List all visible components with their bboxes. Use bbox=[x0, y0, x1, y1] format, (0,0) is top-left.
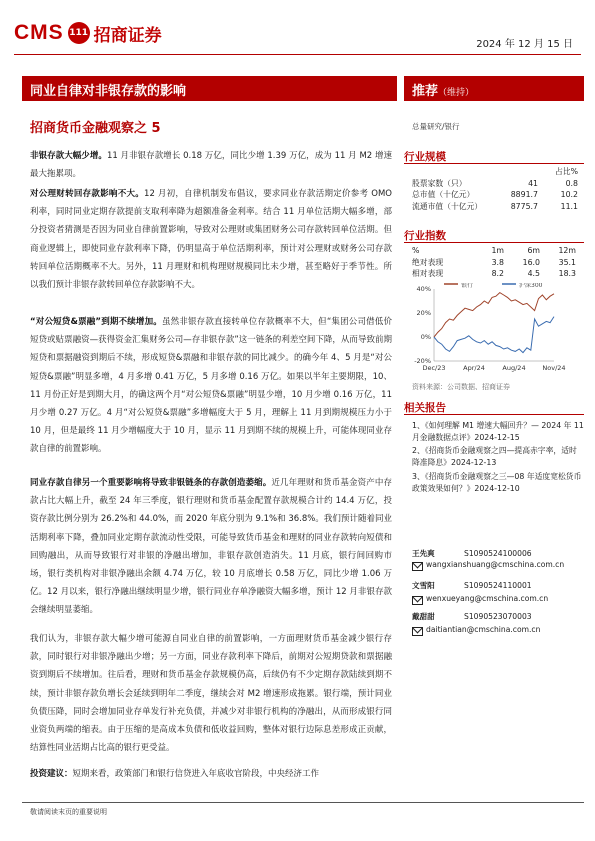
table-row: 绝对表现 3.8 16.0 35.1 bbox=[412, 257, 576, 267]
footer-note: 敬请阅读末页的重要说明 bbox=[30, 808, 107, 816]
paragraph-lead: 非银存款大幅少增。 bbox=[30, 151, 107, 161]
paragraph bbox=[30, 147, 392, 183]
paragraph-text: 虽然非银存款直接转单位存款概率不大，但“集团公司借低价短贷或贴票融资—获得资金汇集财务公司—存非银存款”这一链条的利差空间下降，从而导致前期短贷和票据融资到期后不续，形成短贷&票融和非银存款的同比减少。的确今年 4、5 月是“对公短贷&票融”明显多增，4 月多增 0.41 万亿，5 月多增 0.16 万亿。如果以半年主要期限，10、11 月份正好是到期大月，的确这两个月“对公短贷&票融”明显少增，10 月少增 0.16 万亿，11 月少增 0.27 万亿。4 月“对公短贷&票融”多增幅度大于 5 月，理解上 11 月到期规模压力小于 10 月，但是最终 11 月少增幅度大于 10 月，显示 11 月到期不续的规模上升，可能体现同业存款自律的前置影响。 bbox=[30, 317, 392, 455]
table-header-row: % 1m 6m 12m bbox=[412, 246, 576, 256]
performance-chart bbox=[404, 283, 582, 383]
paragraph bbox=[30, 185, 392, 294]
analyst-row bbox=[412, 611, 532, 622]
related-reports-heading bbox=[404, 396, 584, 415]
paragraph bbox=[30, 765, 392, 783]
y-tick-label: 40% bbox=[416, 285, 431, 293]
mail-icon bbox=[412, 596, 423, 605]
paragraph-text: 12 月初，自律机制发布倡议，要求同业存款活期定价参考 OMO 利率，同时同业定期存款提前支取利率降为超额准备金利率。结合 11 月单位活期大幅多增，部分投资者猜测是否因为同业自律前置影响，导致对公理财或集团财务公司存款转回单位活期。但商业逻辑上，即使同业存款利率下降，仍明显高于单位活期利率，预计对公理财或财务公司存款转回单位活期概率不大。另外，11 月理财和机构理财规模同比未少增，甚至略好于季节性。所以我们预计非银存款转回单位存款影响不大。 bbox=[30, 189, 392, 291]
related-report-link[interactable]: 3、《招商货币金融观察之三—08 年适度宽松货币政策效果如何？》2024-12-10 bbox=[412, 471, 582, 493]
analyst-name: 文雪阳 bbox=[412, 581, 435, 590]
rating-sub: （维持） bbox=[438, 88, 475, 98]
rating bbox=[412, 80, 474, 99]
related-report-link[interactable]: 2、《招商货币金融观察之四—提高赤字率，适时降准降息》2024-12-13 bbox=[412, 446, 577, 468]
related-reports-title: 相关报告 bbox=[404, 402, 446, 414]
industry-scale-title: 行业规模 bbox=[404, 151, 446, 163]
series-line bbox=[434, 317, 554, 353]
analyst-name: 戴甜甜 bbox=[412, 612, 435, 621]
analyst-id: S1090523070003 bbox=[464, 612, 532, 621]
analyst-email[interactable]: wenxueyang@cmschina.com.cn bbox=[426, 594, 549, 603]
logo-cms-text: CMS bbox=[14, 21, 64, 44]
analyst-row bbox=[412, 580, 532, 591]
industry-index-title: 行业指数 bbox=[404, 230, 446, 242]
table-row: 流通市值（十亿元） 8775.7 11.1 bbox=[412, 201, 578, 211]
report-title: 同业自律对非银存款的影响 bbox=[30, 84, 187, 99]
company-logo bbox=[14, 22, 162, 44]
report-date: 2024 年 12 月 15 日 bbox=[476, 39, 573, 50]
rating-label: 推荐 bbox=[412, 84, 439, 99]
mail-icon bbox=[412, 562, 423, 571]
mail-icon bbox=[412, 627, 423, 636]
paragraph-text: 短期来看，政策部门和银行信贷进入年底收官阶段，中央经济工作 bbox=[72, 769, 320, 779]
analyst-id: S1090524100006 bbox=[464, 549, 532, 558]
department: 总量研究/银行 bbox=[412, 122, 460, 131]
paragraph-lead: 同业存款自律另一个重要影响将导致非银链条的存款创造萎缩。 bbox=[30, 478, 272, 488]
x-tick-label: Dec/23 bbox=[422, 364, 446, 372]
report-subtitle: 招商货币金融观察之 5 bbox=[30, 121, 161, 136]
related-report-link[interactable]: 1、《如何理解 M1 增速大幅回升？— 2024 年 11 月金融数据点评》2024-12-15 bbox=[412, 421, 584, 442]
legend-label: 沪深300 bbox=[519, 283, 543, 289]
industry-scale-table bbox=[412, 166, 578, 212]
y-tick-label: 20% bbox=[416, 309, 431, 317]
y-tick-label: -20% bbox=[414, 357, 431, 365]
legend-label: 银行 bbox=[461, 283, 474, 289]
industry-index-heading bbox=[404, 224, 584, 243]
analyst-email[interactable]: daitiantian@cmschina.com.cn bbox=[426, 625, 541, 634]
x-tick-label: Apr/24 bbox=[463, 364, 485, 372]
paragraph-text: 近几年理财和货币基金资产中存款占比大幅上升，截至 24 年三季度，银行理财和货币基金配置存款规模合计约 14.4 万亿，投资存款比例分别为 26.2%和 44.0%，而 2020 年底分别为 9.1%和 36.8%。我们预计随着同业活期利率下降，叠加同业定期存款流动性受限，可能导致货币基金和理财的同业存款转向短债和回购融出，从而导致银行对非银的净融出增加，非银存款创造消失。11 月底，银行间回购市场，银行类机构对非银净融出余额 4.74 万亿，较 10 月底增长 0.58 万亿，同比少增 1.06 万亿。12 月以来，银行净融出继续明显少增，银行同业存单净融资大幅多增，预计 12 月非银存款会继续明显萎缩。 bbox=[30, 478, 392, 616]
paragraph-lead: “对公短贷&票融”到期不续增加。 bbox=[30, 317, 162, 327]
header-divider bbox=[14, 54, 581, 55]
analyst-id: S1090524110001 bbox=[464, 581, 532, 590]
y-tick-label: 0% bbox=[420, 333, 431, 341]
table-row: 股票家数（只） 41 0.8 bbox=[412, 178, 578, 188]
x-tick-label: Nov/24 bbox=[542, 364, 566, 372]
paragraph-text: 11 月非银存款增长 0.18 万亿，同比少增 1.39 万亿，成为 11 月 M2 增速最大拖累项。 bbox=[30, 151, 392, 180]
table-row: 总市值（十亿元） 8891.7 10.2 bbox=[412, 190, 578, 200]
chart-source: 资料来源：公司数据、招商证券 bbox=[412, 383, 510, 391]
paragraph-lead: 投资建议： bbox=[30, 769, 73, 779]
logo-badge-icon: 111 bbox=[68, 22, 90, 44]
table-row: 相对表现 8.2 4.5 18.3 bbox=[412, 269, 576, 279]
analyst-email[interactable]: wangxianshuang@cmschina.com.cn bbox=[426, 560, 565, 569]
series-line bbox=[434, 293, 554, 337]
paragraph-lead: 对公理财转回存款影响不大。 bbox=[30, 189, 145, 199]
logo-cn-text: 招商证券 bbox=[93, 25, 162, 46]
paragraph bbox=[30, 630, 392, 757]
paragraph bbox=[30, 313, 392, 459]
analyst-name: 王先爽 bbox=[412, 549, 435, 558]
related-reports-list bbox=[412, 420, 584, 496]
industry-index-table bbox=[412, 245, 576, 280]
paragraph-text: 我们认为，非银存款大幅少增可能源自同业自律的前置影响，一方面理财货币基金减少银行存款，同时银行对非银净融出少增；另一方面，同业存款利率下降后，前期对公短期贷款和票据融资到期后不续增加。往后看，理财和货币基金存款规模仍高，后续仍有不少定期存款陆续到期不续，预计非银存款负增长会延续到明年二季度，继续会对 M2 增速形成拖累。银行端，预计同业负债压降，同时会增加同业存单发行补充负债，并减少对非银行机构的净融出，从而形成银行同业资负两端的缩表。由于压缩的是高成本负债和低收益回购，整体对银行边际息差形成正贡献，结算性同业活期占比高的银行更受益。 bbox=[30, 634, 392, 754]
paragraph bbox=[30, 474, 392, 620]
x-tick-label: Aug/24 bbox=[502, 364, 526, 372]
industry-scale-heading bbox=[404, 145, 584, 164]
table-col-header: 占比% bbox=[554, 167, 578, 177]
footer-divider bbox=[22, 802, 584, 803]
analyst-row bbox=[412, 548, 532, 559]
